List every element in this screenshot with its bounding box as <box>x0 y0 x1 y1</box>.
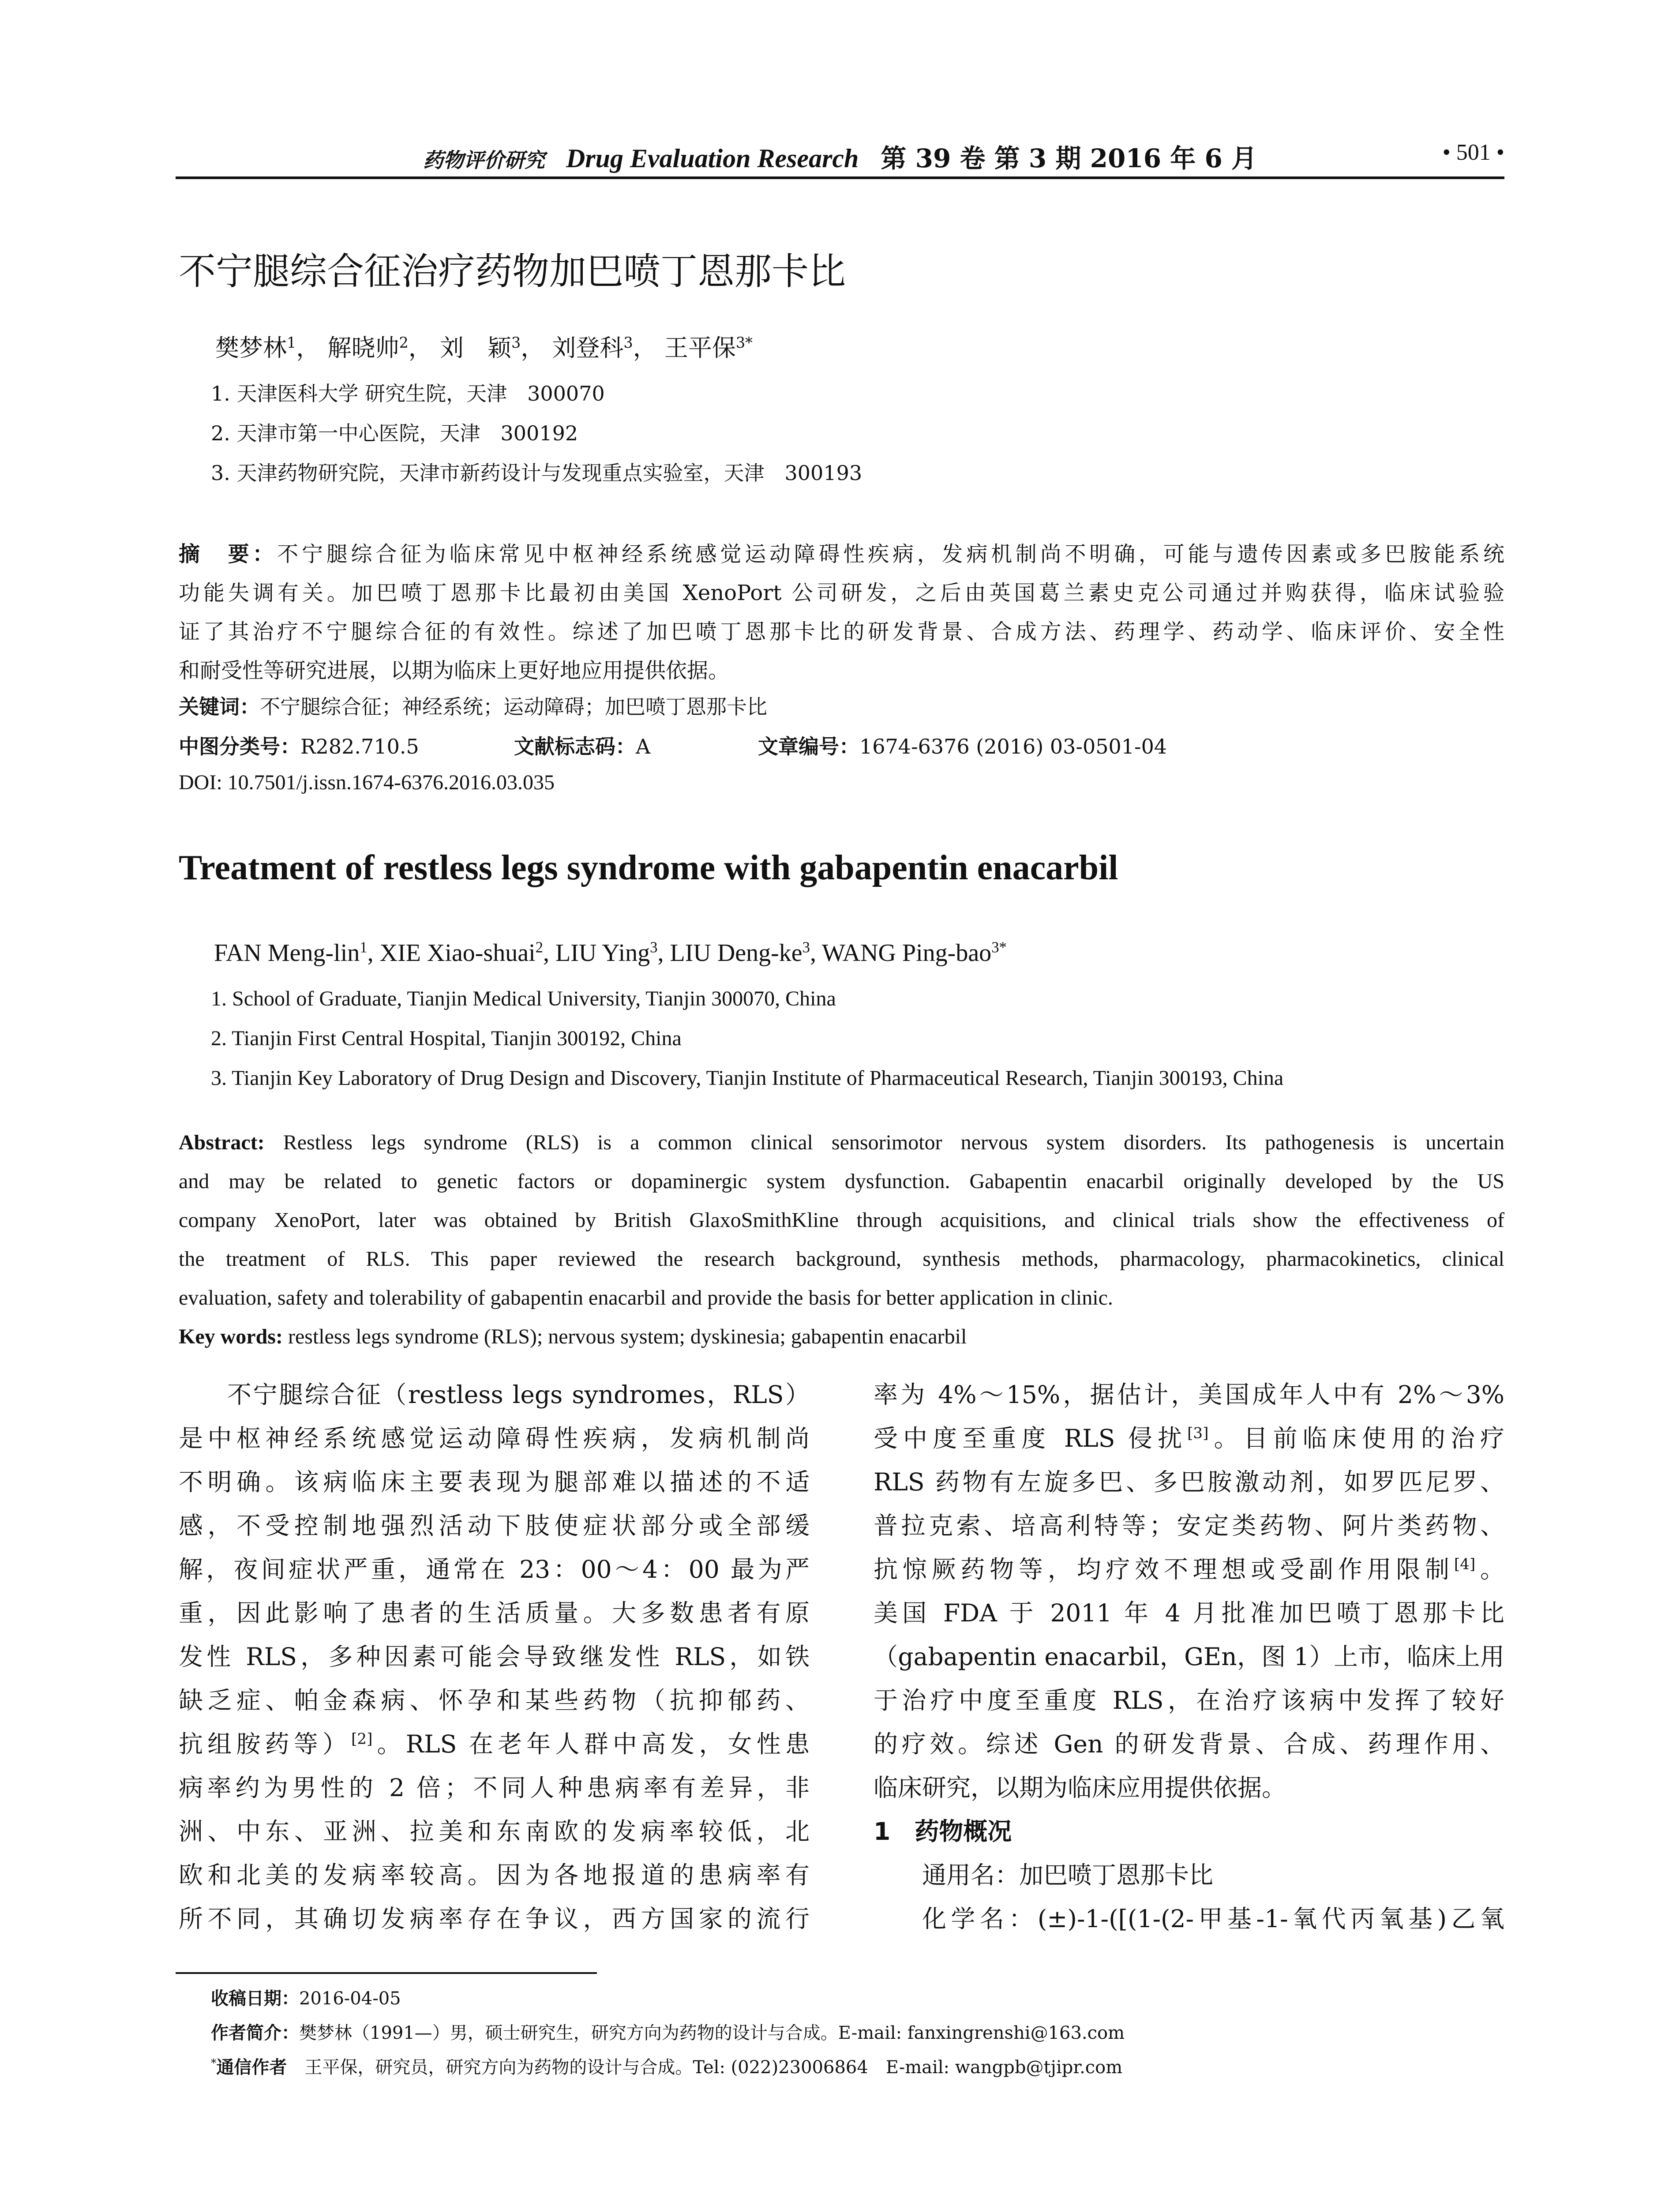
footnote-rule <box>176 1972 597 1974</box>
body-line: 率为 4%～15%，据估计，美国成年人中有 2%～3% <box>874 1381 1504 1409</box>
body-line: 普拉克索、培高利特等；安定类药物、阿片类药物、 <box>874 1512 1504 1540</box>
keywords-label: 关键词： <box>179 695 260 719</box>
author-name: WANG Ping-bao <box>822 939 992 967</box>
body-line: （gabapentin enacarbil，GEn，图 1）上市，临床上用 <box>874 1643 1504 1671</box>
affiliation-en: 1. School of Graduate, Tianjin Medical University, Tianjin 300070, China <box>211 987 836 1010</box>
section-heading <box>874 1810 1504 1853</box>
clc-number <box>179 731 419 760</box>
section-number: 1 <box>874 1817 891 1846</box>
journal-title-en: Drug Evaluation Research <box>566 144 859 173</box>
author-sup: 3 <box>511 334 521 351</box>
article-title-cn: 不宁腿综合征治疗药物加巴喷丁恩那卡比 <box>179 250 846 293</box>
author-sup: 3 <box>802 938 810 956</box>
keywords-label: Key words: <box>179 1325 283 1348</box>
body-line: 是中枢神经系统感觉运动障碍性疾病，发病机制尚 <box>179 1424 810 1452</box>
document-code <box>514 731 650 760</box>
citation-marker: [3] <box>1187 1424 1209 1442</box>
author-sup: 2 <box>535 938 544 956</box>
affiliation-cn: 2. 天津市第一中心医院，天津 300192 <box>211 421 578 445</box>
doc-code-label: 文献标志码： <box>514 735 636 758</box>
article-no-label: 文章编号： <box>758 735 859 758</box>
clc-value: R282.710.5 <box>300 735 419 758</box>
abstract-en <box>179 1123 1504 1356</box>
abstract-line: 证了其治疗不宁腿综合征的有效性。综述了加巴喷丁恩那卡比的研发背景、合成方法、药理学、药动学、临床评价、安全性 <box>179 619 1504 644</box>
body-line: 抗惊厥药物等，均疗效不理想或受副作用限制[4]。 <box>874 1555 1504 1583</box>
citation-marker: [2] <box>351 1730 373 1748</box>
header-rule <box>176 176 1504 179</box>
abstract-line: Restless legs syndrome (RLS) is a common clinical sensorimotor nervous system disorders. Its pathogenesis is uncertain <box>283 1131 1504 1154</box>
received-label: 收稿日期： <box>211 1988 299 2009</box>
footnote-author <box>211 2019 1125 2044</box>
corr-value: 王平保，研究员，研究方向为药物的设计与合成。Tel: (022)23006864 E-mail: wangpb@tjipr.com <box>304 2057 1123 2078</box>
author-name: LIU Deng-ke <box>670 939 802 967</box>
author-sup: 2 <box>399 334 409 351</box>
body-column-right <box>874 1373 1504 1941</box>
body-line: RLS 药物有左旋多巴、多巴胺激动剂，如罗匹尼罗、 <box>874 1468 1504 1496</box>
body-line: 解，夜间症状严重，通常在 23：00～4：00 最为严 <box>179 1555 810 1583</box>
body-line: 重，因此影响了患者的生活质量。大多数患者有原 <box>179 1599 810 1627</box>
author-bio: 樊梦林（1991—）男，硕士研究生，研究方向为药物的设计与合成。E-mail: fanxingrenshi@163.com <box>299 2023 1125 2043</box>
running-header <box>176 138 1504 178</box>
affiliation-cn: 3. 天津药物研究院，天津市新药设计与发现重点实验室，天津 300193 <box>211 461 862 485</box>
article-title-en: Treatment of restless legs syndrome with gabapentin enacarbil <box>179 848 1118 887</box>
body-line: 洲、中东、亚洲、拉美和东南欧的发病率较低，北 <box>179 1817 810 1846</box>
corr-label: 通信作者 <box>216 2057 287 2078</box>
affiliation-en: 2. Tianjin First Central Hospital, Tianjin 300192, China <box>211 1027 682 1050</box>
body-line: 抗组胺药等）[2]。RLS 在老年人群中高发，女性患 <box>179 1730 810 1758</box>
author-name: 王平保 <box>664 334 736 362</box>
body-line: 感，不受控制地强烈活动下肢使症状部分或全部缓 <box>179 1512 810 1540</box>
body-line: 病率约为男性的 2 倍；不同人种患病率有差异，非 <box>179 1774 810 1802</box>
body-line: 美国 FDA 于 2011 年 4 月批准加巴喷丁恩那卡比 <box>874 1599 1504 1627</box>
author-bio-label: 作者简介： <box>211 2023 299 2043</box>
abstract-label: 摘 要： <box>179 542 278 567</box>
journal-line <box>176 138 1504 175</box>
author-list-en: FAN Meng-lin$^1$, XIE Xiao-shuai$^2$, LIU Ying$^3$, LIU Deng-$ke^3$, WANG Ping-bao$^{3*}$ <box>214 938 1007 967</box>
author-sup: 3* <box>735 334 753 351</box>
keywords-value: restless legs syndrome (RLS); nervous system; dyskinesia; gabapentin enacarbil <box>288 1325 967 1348</box>
journal-logo: 药物评价研究 <box>423 148 545 172</box>
affiliation-en: 3. Tianjin Key Laboratory of Drug Design and Discovery, Tianjin Institute of Pharmaceutical Research, Tianjin 300193, China <box>211 1066 1284 1090</box>
author-name: 解晓帅 <box>327 334 399 362</box>
doi: DOI: 10.7501/j.issn.1674-6376.2016.03.035 <box>179 771 555 794</box>
page-number: • 501 • <box>1442 140 1504 165</box>
body-line: 发性 RLS，多种因素可能会导致继发性 RLS，如铁 <box>179 1643 810 1671</box>
author-name: 樊梦林 <box>215 334 287 362</box>
doc-code-value: A <box>636 735 651 758</box>
footnote-received <box>211 1985 401 2010</box>
author-sup: 1 <box>360 938 368 956</box>
section-title: 药物概况 <box>915 1817 1012 1846</box>
issue-info: 第 39 卷 第 3 期 2016 年 6 月 <box>881 143 1257 173</box>
received-value: 2016-04-05 <box>299 1988 401 2009</box>
body-line: 所不同，其确切发病率存在争议，西方国家的流行 <box>179 1905 810 1933</box>
article-number <box>758 731 1167 760</box>
abstract-line: and may be related to genetic factors or dopaminergic system dysfunction. Gabapentin enacarbil originally developed by the US <box>179 1170 1504 1193</box>
body-line: 不宁腿综合征（restless legs syndromes，RLS） <box>227 1381 810 1409</box>
body-line: 受中度至重度 RLS 侵扰[3]。目前临床使用的治疗 <box>874 1424 1504 1452</box>
body-line: 于治疗中度至重度 RLS，在治疗该病中发挥了较好 <box>874 1686 1504 1715</box>
body-column-left <box>179 1373 810 1941</box>
footnote-corresponding <box>211 2053 1122 2078</box>
body-line: 不明确。该病临床主要表现为腿部难以描述的不适 <box>179 1468 810 1496</box>
body-line: 缺乏症、帕金森病、怀孕和某些药物（抗抑郁药、 <box>179 1686 810 1715</box>
abstract-line: 不宁腿综合征为临床常见中枢神经系统感觉运动障碍性疾病，发病机制尚不明确，可能与遗传因素或多巴胺能系统 <box>277 542 1504 567</box>
generic-name: 通用名：加巴喷丁恩那卡比 <box>922 1861 1214 1889</box>
author-sup: 3* <box>991 938 1007 956</box>
keywords-value: 不宁腿综合征；神经系统；运动障碍；加巴喷丁恩那卡比 <box>260 695 767 719</box>
body-line: 的疗效。综述 Gen 的研发背景、合成、药理作用、 <box>874 1730 1504 1758</box>
author-name: 刘登科 <box>552 334 624 362</box>
author-name: XIE Xiao-shuai <box>379 939 536 967</box>
author-sup: 3 <box>623 334 633 351</box>
author-name: 刘 颖 <box>439 334 511 362</box>
citation-marker: [4] <box>1454 1555 1476 1573</box>
clc-label: 中图分类号： <box>179 735 300 758</box>
chemical-name: 化学名：(±)-1-([(1-(2-甲基-1-氧代丙氧基)乙氧 <box>922 1905 1504 1933</box>
author-name: LIU Ying <box>555 939 650 967</box>
abstract-cn <box>179 535 1504 690</box>
abstract-line: 和耐受性等研究进展，以期为临床上更好地应用提供依据。 <box>179 658 730 683</box>
author-sup: 3 <box>650 938 658 956</box>
body-line: 欧和北美的发病率较高。因为各地报道的患病率有 <box>179 1861 810 1889</box>
author-list-cn: 樊梦林$^1$， 解晓帅$^2$， 刘 颖$^3$， 刘登科$^3$， 王平保$^{3*}$ <box>215 334 753 362</box>
keywords-cn <box>179 691 767 720</box>
article-no-value: 1674-6376 (2016) 03-0501-04 <box>859 735 1167 758</box>
abstract-line: the treatment of RLS. This paper reviewed the research background, synthesis methods, pharmacology, pharmacokinetics, clinical <box>179 1247 1504 1271</box>
author-sup: 1 <box>287 334 296 351</box>
abstract-line: 功能失调有关。加巴喷丁恩那卡比最初由美国 XenoPort 公司研发，之后由英国葛兰素史克公司通过并购获得，临床试验验 <box>179 581 1504 605</box>
abstract-line: company XenoPort, later was obtained by British GlaxoSmithKline through acquisitions, and clinical trials show the effectiveness of <box>179 1208 1504 1232</box>
author-name: FAN Meng-lin <box>214 939 360 967</box>
corr-mark: * <box>211 2056 217 2070</box>
abstract-line: evaluation, safety and tolerability of gabapentin enacarbil and provide the basis for better application in clinic. <box>179 1286 1113 1309</box>
body-line: 临床研究，以期为临床应用提供依据。 <box>874 1774 1286 1802</box>
abstract-label: Abstract: <box>179 1131 265 1154</box>
affiliation-cn: 1. 天津医科大学 研究生院，天津 300070 <box>211 382 605 405</box>
